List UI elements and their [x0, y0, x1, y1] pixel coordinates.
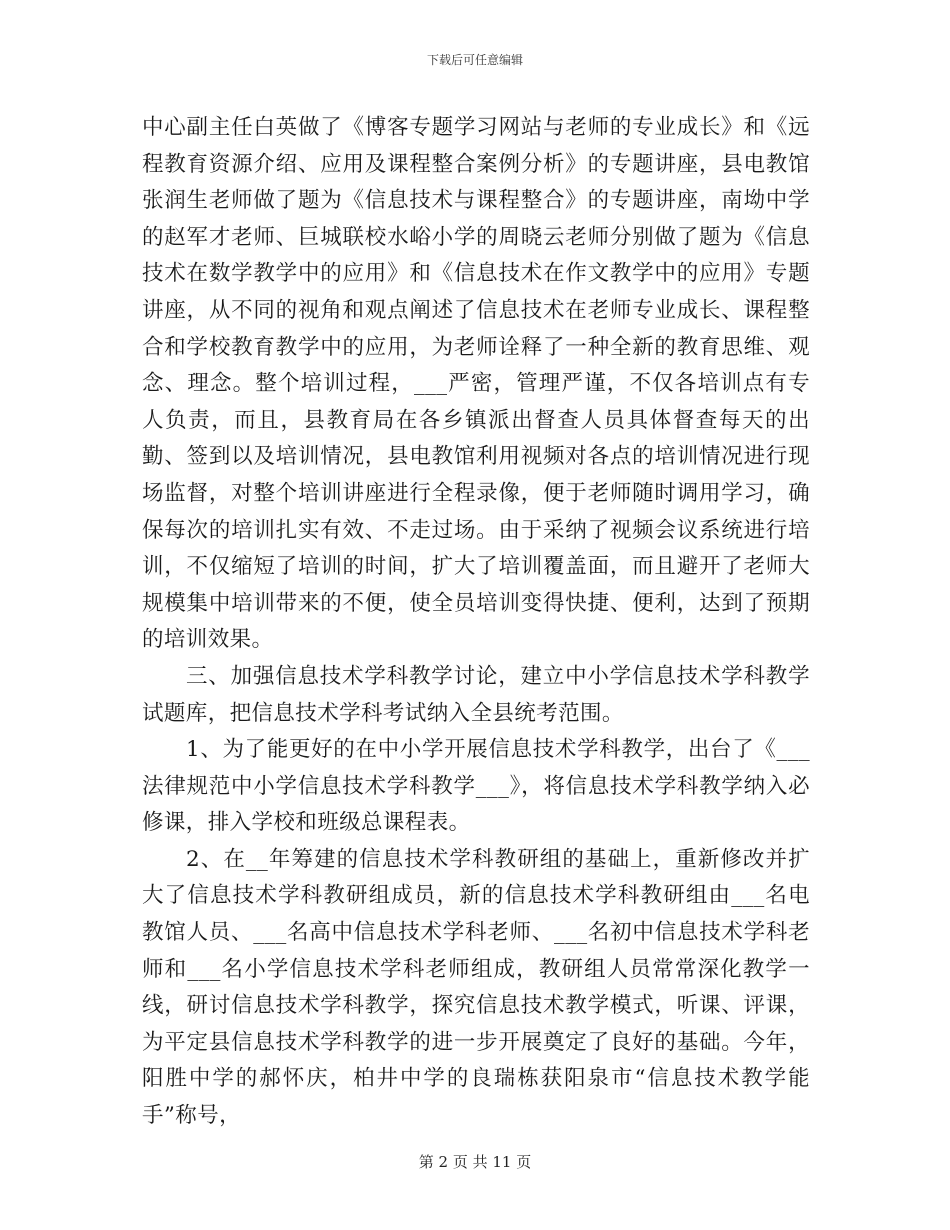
paragraph-item-one: 1、为了能更好的在中小学开展信息技术学科教学，出台了《___法律规范中小学信息技术学科教学___》，将信息技术学科教学纳入必修课，排入学校和班级总课程表。 [142, 737, 810, 836]
page-header: 下载后可任意编辑 [426, 53, 523, 67]
paragraph-section-three-heading: 三、加强信息技术学科教学讨论，建立中小学信息技术学科教学试题库，把信息技术学科考试纳入全县统考范围。 [142, 663, 810, 726]
page-number-footer: 第 2 页 共 11 页 [418, 1153, 532, 1171]
paragraph-item-two: 2、在__年筹建的信息技术学科教研组的基础上，重新修改并扩大了信息技术学科教研组成员，新的信息技术学科教研组由___名电教馆人员、___名高中信息技术学科老师、___名初中信息技术学科老师和___名小学信息技术学科老师组成，教研组人员常常深化教学一线，研讨信息技术学科教学，探究信息技术教学模式，听课、评课，为平定县信息技术学科教学的进一步开展奠定了良好的基础。今年，阳胜中学的郝怀庆，柏井中学的良瑞栋获阳泉市“信息技术教学能手”称号， [142, 846, 810, 1129]
document-body [142, 110, 810, 1135]
paragraph-training-summary: 中心副主任白英做了《博客专题学习网站与老师的专业成长》和《远程教育资源介绍、应用及课程整合案例分析》的专题讲座，县电教馆张润生老师做了题为《信息技术与课程整合》的专题讲座，南坳中学的赵军才老师、巨城联校水峪小学的周晓云老师分别做了题为《信息技术在数学教学中的应用》和《信息技术在作文教学中的应用》专题讲座，从不同的视角和观点阐述了信息技术在老师专业成长、课程整合和学校教育教学中的应用，为老师诠释了一种全新的教育思维、观念、理念。整个培训过程，___严密，管理严谨，不仅各培训点有专人负责，而且，县教育局在各乡镇派出督查人员具体督查每天的出勤、签到以及培训情况，县电教馆利用视频对各点的培训情况进行现场监督，对整个培训讲座进行全程录像，便于老师随时调用学习，确保每次的培训扎实有效、不走过场。由于采纳了视频会议系统进行培训，不仅缩短了培训的时间，扩大了培训覆盖面，而且避开了老师大规模集中培训带来的不便，使全员培训变得快捷、便利，达到了预期的培训效果。 [142, 115, 810, 653]
